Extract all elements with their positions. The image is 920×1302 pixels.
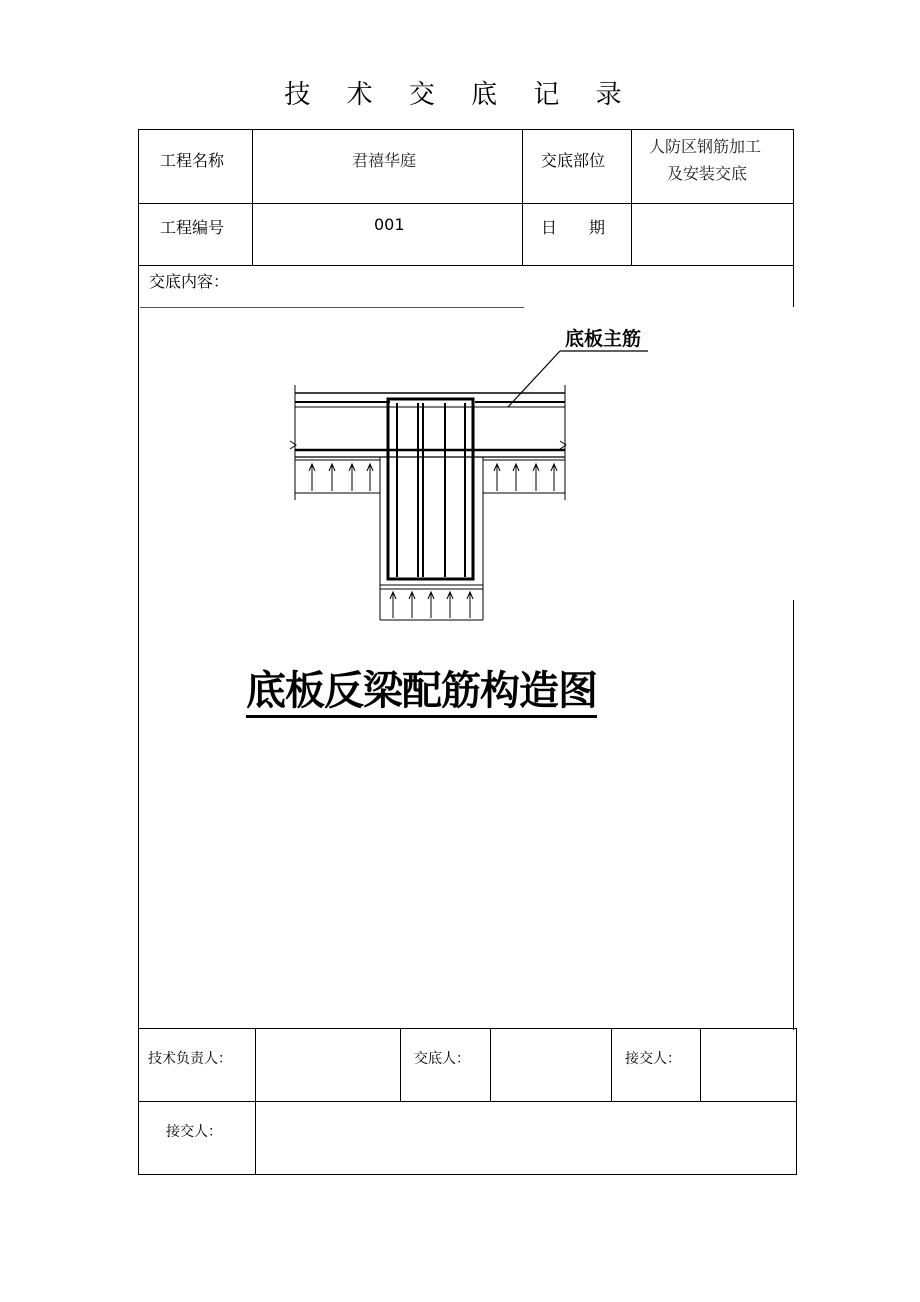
date-label: 日 期 [541,218,606,237]
project-number-label: 工程编号 [160,218,225,237]
callout-label: 底板主筋 [565,328,642,350]
figure-caption: 底板反梁配筋构造图 [246,668,597,718]
location-value-line2: 及安装交底 [667,164,748,183]
presenter-label: 交底人： [414,1051,470,1067]
project-name-label: 工程名称 [160,151,225,170]
project-number-value: 001 [374,215,405,234]
receiver-label: 接交人： [625,1051,681,1067]
tech-lead-label: 技术负责人： [148,1051,232,1067]
document-title: 技 术 交 底 记 录 [284,80,636,110]
content-label: 交底内容： [149,272,230,291]
receiver2-label: 接交人： [166,1124,222,1140]
location-label: 交底部位 [541,151,606,170]
location-value-line1: 人防区钢筋加工 [649,137,762,156]
project-name-value: 君禧华庭 [352,151,417,170]
